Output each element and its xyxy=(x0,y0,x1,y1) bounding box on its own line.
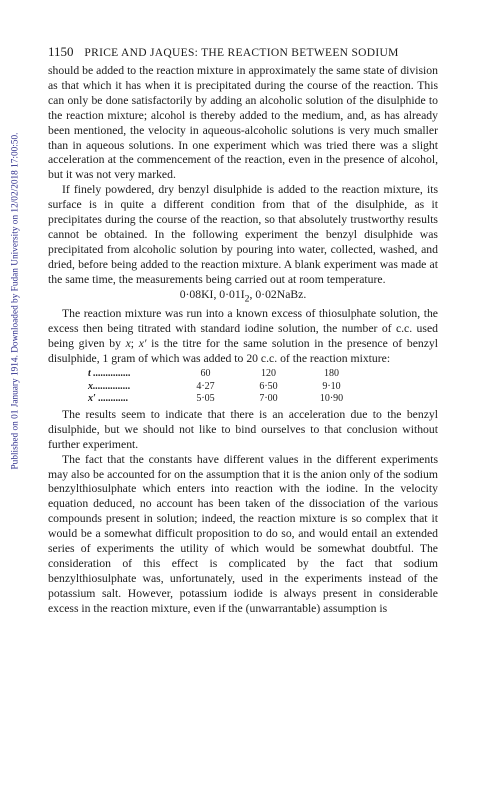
variable-x-prime: x′ xyxy=(138,336,147,350)
table-cell: 180 xyxy=(324,368,339,380)
article-body xyxy=(48,64,438,617)
table-row xyxy=(88,393,363,406)
table-cell: 5·05 xyxy=(196,393,215,405)
running-header xyxy=(48,44,438,62)
table-cell: 9·10 xyxy=(322,380,341,392)
formula-part-2: , 0·02NaBz. xyxy=(249,287,307,301)
row-label: x′ ............ xyxy=(88,393,129,405)
table-cell: 4·27 xyxy=(196,380,215,392)
paragraph-3 xyxy=(48,307,438,367)
formula-part-1: 0·08KI, 0·01I xyxy=(179,287,245,301)
reaction-formula xyxy=(48,288,438,307)
paragraph-4: The results seem to indicate that there is an acceleration due to the benzyl disulphide, but we should not like to bind ourselves to that conclusion without further experiment. xyxy=(48,407,438,451)
download-watermark-text: Published on 01 January 1914. Downloaded by Fudan University on 12/02/2018 17:00:50. xyxy=(10,132,20,470)
table-cell: 7·00 xyxy=(259,393,278,405)
paragraph-2: If finely powdered, dry benzyl disulphide is added to the reaction mixture, its surface is in quite a different condition from that of the disulphide, as it precipitates during the course of the reaction, so that absolutely trustworthy results cannot be obtained. In the following experiment the benzyl disulphide was precipitated from alcoholic solution by pouring into water, collected, washed, and dried, before being added to the reaction mixture. A blank experiment was made at the same time, the measurements being carried out at room temperature. xyxy=(48,183,438,286)
formula-subscript: 2 xyxy=(244,292,250,304)
row-label: t ............... xyxy=(88,368,131,380)
table-cell: 10·90 xyxy=(319,393,344,405)
table-row xyxy=(88,381,363,394)
row-label: x............... xyxy=(88,380,131,392)
variable-x: x xyxy=(125,336,131,350)
table-cell: 60 xyxy=(200,368,211,380)
running-title: PRICE AND JAQUES: THE REACTION BETWEEN SODIUM xyxy=(84,47,399,59)
titration-table xyxy=(88,368,363,406)
paragraph-3-sep: ; xyxy=(130,336,139,350)
paragraph-3-text-b: is the titre for the same solution in the presence of benzyl disulphide, 1 gram of which was added to 20 c.c. of the reaction mixture: xyxy=(48,336,439,365)
table-row xyxy=(88,368,363,381)
paragraph-1: should be added to the reaction mixture in approximately the same state of division as that which it has when it is precipitated during the course of the reaction. This can only be done satisfactorily by adding an alcoholic solution of the disulphide to the reaction mixture; alcohol is thereby added to the medium, and, as has already been mentioned, the velocity in aqueous-alcoholic solutions is very much smaller than in aqueous solutions. In one experiment which was tried there was a slight acceleration at the commencement of the reaction, even in the presence of alcohol, but it was not very marked. xyxy=(48,64,438,182)
table-cell: 6·50 xyxy=(259,380,278,392)
paragraph-3-text-a: The reaction mixture was run into a known excess of thiosulphate solution, the excess then being titrated with standard iodine solution, the number of c.c. used being given by xyxy=(48,306,438,350)
download-watermark xyxy=(8,92,22,510)
table-cell: 120 xyxy=(261,368,276,380)
paragraph-5: The fact that the constants have different values in the different experiments may also be accounted for on the assumption that it is the anion only of the sodium benzylthiosulphate which enters into reaction with the iodine. In the velocity equation deduced, no account has been taken of the dissociation of the various compounds present in solution; indeed, the reaction mixture is so complex that it would be a somewhat difficult proposition to do so, and would entail an extended series of experiments the utility of which would be somewhat doubtful. The consideration of this effect is complicated by the fact that sodium benzylthiosulphate was, unfortunately, used in the experiments instead of the potassium salt. However, potassium iodide is always present in considerable excess in the reaction mixture, even if the (unwarrantable) assumption is xyxy=(48,452,438,615)
page-number: 1150 xyxy=(48,44,74,59)
